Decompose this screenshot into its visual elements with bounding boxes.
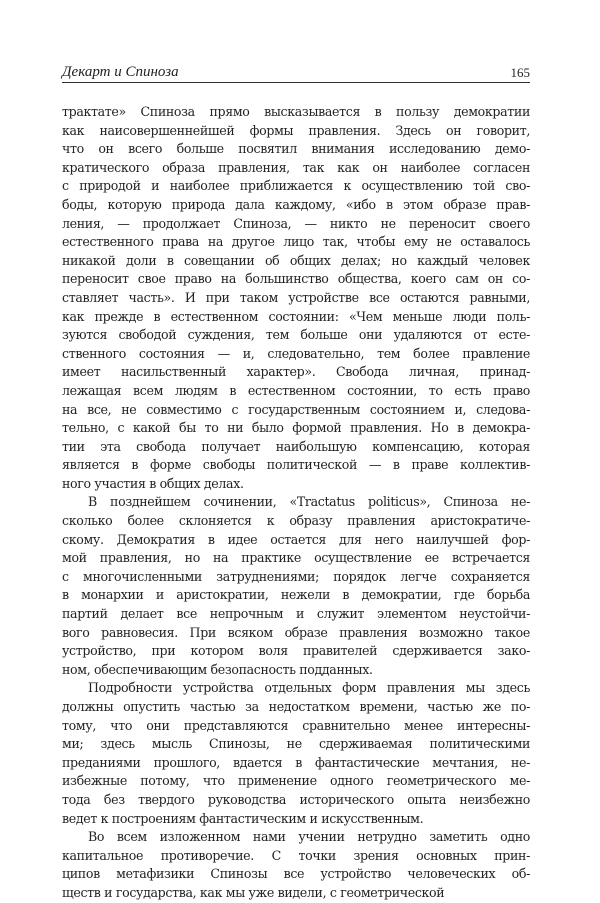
text-line: ном, обеспечивающим безопасность подданных. — [62, 661, 373, 677]
running-title: Декарт и Спиноза — [62, 64, 179, 80]
text-line: переносит свое право на большинство общества, коего сам он со- — [62, 271, 530, 287]
text-line: никакой доли в совещании об общих делах; но каждый человек — [62, 252, 530, 268]
text-line: ления, — продолжает Спиноза, — никто не переносит своего — [62, 215, 530, 231]
text-line: естественного права на другое лицо так, чтобы ему не оставалось — [62, 234, 530, 250]
text-line: капитальное противоречие. С точки зрения основных прин- — [62, 847, 530, 863]
text-line: скому. Демократия в идее остается для него наилучшей фор- — [62, 531, 530, 547]
text-line: Подробности устройства отдельных форм правления мы здесь — [88, 680, 530, 696]
text-line: сколько более склоняется к образу правления аристократиче- — [62, 513, 530, 529]
text-line: боды, которую природа дала каждому, «ибо в этом образе прав- — [62, 196, 530, 212]
text-line: ставляет часть». И при таком устройстве все остаются равными, — [62, 289, 530, 305]
page-number: 165 — [510, 65, 530, 80]
text-line: Во всем изложенном нами учении нетрудно заметить одно — [88, 829, 530, 845]
text-line: ного участия в общих делах. — [62, 475, 244, 491]
text-line: тельно, с какой бы то ни было формой правления. Но в демокра- — [62, 420, 530, 436]
text-line: ми; здесь мысль Спинозы, не сдерживаемая политическими — [62, 736, 530, 752]
paragraph-1 — [62, 103, 530, 493]
text-line: что он всего больше посвятил внимания исследованию демо- — [62, 141, 530, 157]
text-line: имеет насильственный характер». Свобода личная, принад- — [62, 364, 530, 380]
text-line: устройство, при котором воля правителей сдерживается зако- — [62, 643, 530, 659]
text-line: мой правления, но на практике осуществление ее встречается — [62, 550, 530, 566]
body-text — [62, 103, 530, 903]
text-line: на все, не совместимо с государственным состоянием и, следова- — [62, 401, 530, 417]
text-line: преданиями прошлого, вдается в фантастические мечтания, не- — [62, 754, 530, 770]
paragraph-2 — [62, 493, 530, 679]
paragraph-4 — [62, 828, 530, 902]
text-line: ципов метафизики Спинозы все устройство человеческих об- — [62, 866, 530, 882]
text-line: должны опустить частью за недостатком времени, частью же по- — [62, 699, 530, 714]
text-line: тии эта свобода получает наибольшую компенсацию, которая — [62, 438, 530, 454]
paragraph-3 — [62, 679, 530, 828]
text-line: как наисовершеннейшей формы правления. Здесь он говорит, — [62, 122, 530, 138]
text-line: избежные потому, что применение одного геометрического ме- — [62, 773, 530, 789]
text-line: кратического образа правления, так как он наиболее согласен — [62, 159, 530, 175]
text-line: как прежде в естественном состоянии: «Чем меньше люди поль- — [62, 308, 530, 324]
text-line: ведет к построениям фантастическим и искусственным. — [62, 810, 424, 826]
text-line: в монархии и аристократии, нежели в демократии, где борьба — [62, 587, 530, 603]
text-line: ществ и государства, как мы уже видели, с геометрической — [62, 884, 445, 900]
text-line: с природой и наиболее приближается к осуществлению той сво- — [62, 178, 530, 194]
text-line: ственного состояния — и, следовательно, тем более правление — [62, 345, 530, 361]
book-page — [62, 62, 530, 903]
text-line: вого равновесия. При всяком образе правления возможно такое — [62, 624, 530, 640]
text-line: является в форме свободы политической — в праве коллектив- — [62, 457, 530, 473]
text-line: В позднейшем сочинении, «Tractatus politicus», Спиноза не- — [88, 494, 530, 510]
text-line: трактате» Спиноза прямо высказывается в пользу демократии — [62, 104, 530, 119]
running-header — [62, 62, 530, 83]
text-line: зуются свободой суждения, тем больше они удаляются от есте- — [62, 327, 530, 343]
text-line: партий делает все непрочным и служит элементом неустойчи- — [62, 606, 530, 622]
text-line: тода без твердого руководства исторического опыта неизбежно — [62, 791, 530, 807]
text-line: лежащая всем людям в естественном состоянии, то есть право — [62, 382, 530, 398]
text-line: с многочисленными затруднениями; порядок легче сохраняется — [62, 568, 530, 584]
text-line: тому, что они представляются сравнительно менее интересны- — [62, 717, 530, 733]
